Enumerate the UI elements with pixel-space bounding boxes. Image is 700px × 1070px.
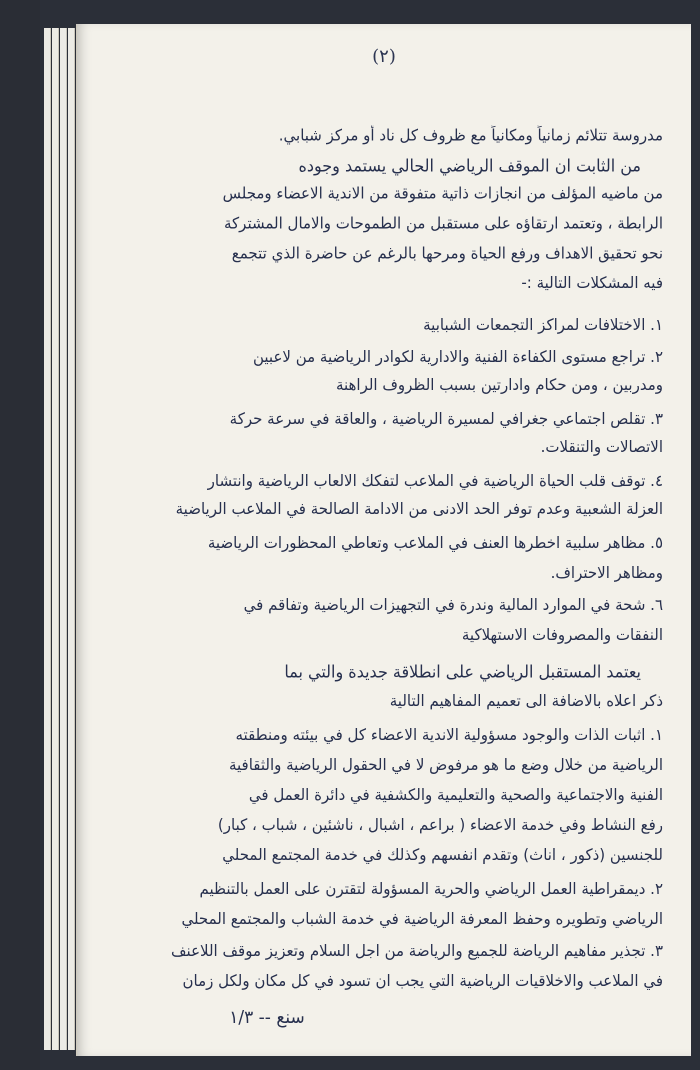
list-item-continued: للجنسين (ذكور ، اناث) وتقدم انفسهم وكذلك في خدمة المجتمع المحلي xyxy=(222,845,663,865)
list-item-continued: العزلة الشعبية وعدم توفر الحد الادنى من الادامة الصالحة في الملاعب الرياضية xyxy=(175,499,663,519)
text-line: ذكر اعلاه بالاضافة الى تعميم المفاهيم التالية xyxy=(389,691,663,711)
list-item: ٣. تجذير مفاهيم الرياضة للجميع والرياضة من اجل السلام وتعزيز موقف اللاعنف xyxy=(171,941,663,961)
paragraph-heading: يعتمد المستقبل الرياضي على انطلاقة جديدة والتي بما xyxy=(284,661,641,682)
list-item-continued: في الملاعب والاخلاقيات الرياضية التي يجب ان تسود في كل مكان ولكل زمان xyxy=(182,971,663,991)
page-stack-edge xyxy=(68,28,75,1050)
list-item-continued: الاتصالات والتنقلات. xyxy=(540,437,663,457)
document-page xyxy=(76,24,691,1056)
signature-note: سنع -- ١/٣ xyxy=(229,1007,305,1029)
list-item: ٢. تراجع مستوى الكفاءة الفنية والادارية لكوادر الرياضية من لاعبين xyxy=(252,347,663,367)
list-item-continued: رفع النشاط وفي خدمة الاعضاء ( براعم ، اشبال ، ناشئين ، شباب ، كبار) xyxy=(217,815,663,835)
list-item: ٥. مظاهر سلبية اخطرها العنف في الملاعب وتعاطي المحظورات الرياضية xyxy=(207,533,663,553)
page-stack-edge xyxy=(52,28,59,1050)
text-line: فيه المشكلات التالية :- xyxy=(521,273,663,293)
page-stack-edge xyxy=(44,28,51,1050)
text-line: من ماضيه المؤلف من انجازات ذاتية متفوقة من الاندية الاعضاء ومجلس xyxy=(222,183,663,203)
page-number: (٢) xyxy=(372,46,396,67)
text-line: مدروسة تتلائم زمانياً ومكانياً مع ظروف كل ناد أو مركز شبابي. xyxy=(278,125,663,145)
page-stack-edge xyxy=(60,28,67,1050)
list-item: ٦. شحة في الموارد المالية وندرة في التجهيزات الرياضية وتفاقم في xyxy=(243,595,663,615)
list-item: ٤. توقف قلب الحياة الرياضية في الملاعب لتفكك الالعاب الرياضية وانتشار xyxy=(207,471,663,491)
text-line: الرابطة ، وتعتمد ارتقاؤه على مستقبل من الطموحات والامال المشتركة xyxy=(224,213,663,233)
list-item: ١. اثبات الذات والوجود مسؤولية الاندية الاعضاء كل في بيئته ومنطقته xyxy=(235,725,663,745)
list-item: ٣. تقلص اجتماعي جغرافي لمسيرة الرياضية ، والعاقة في سرعة حركة xyxy=(229,409,663,429)
list-item-continued: الرياضي وتطويره وحفظ المعرفة الرياضية في خدمة الشباب والمجتمع المحلي xyxy=(181,909,663,929)
list-item: ١. الاختلافات لمراكز التجمعات الشبابية xyxy=(423,315,663,335)
paragraph-heading: من الثابت ان الموقف الرياضي الحالي يستمد وجوده xyxy=(298,155,641,176)
list-item-continued: ومدربين ، ومن حكام وادارتين بسبب الظروف الراهنة xyxy=(335,375,663,395)
list-item-continued: الرياضية من خلال وضع ما هو مرفوض لا في الحقول الرياضية والثقافية xyxy=(228,755,663,775)
list-item-continued: النفقات والمصروفات الاستهلاكية xyxy=(461,625,663,645)
list-item-continued: ومظاهر الاحتراف. xyxy=(550,563,663,583)
text-line: نحو تحقيق الاهداف ورفع الحياة ومرحها بالرغم عن حاضرة الذي تتجمع xyxy=(231,243,663,263)
list-item-continued: الفنية والاجتماعية والصحية والتعليمية والكشفية في دائرة العمل في xyxy=(248,785,663,805)
binder-edge xyxy=(0,0,40,1070)
list-item: ٢. ديمقراطية العمل الرياضي والحرية المسؤولة لتقترن على العمل بالتنظيم xyxy=(199,879,663,899)
